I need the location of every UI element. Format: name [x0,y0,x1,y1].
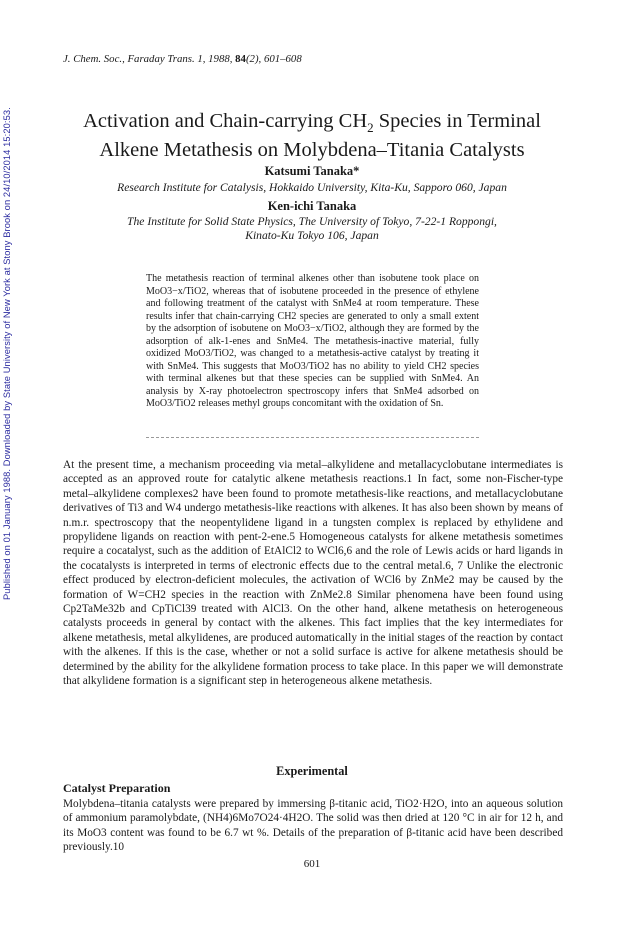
introduction-paragraph: At the present time, a mechanism proceeding via metal–alkylidene and metallacyclobutane intermediates is accepted as an approved route for catalytic alkene metathesis reactions.1 In fact, some non-Fischer-type metal–alkylidene complexes2 have been found to promote metathesis-like reactions, and metallacyclobutane derivatives of Ti3 and W4 undergo metathesis-like reactions with alkenes. It has also been shown by means of n.m.r. spectroscopy that the neopentylidene ligand in a tungsten complex is replaced by ethylidene and propylidene ligands on reaction with pent-2-ene.5 Homogeneous catalysts for alkene metathesis sometimes require a cocatalyst, such as the addition of EtAlCl2 to WCl6,6 and the role of Lewis acids or hard ligands in the cocatalysts is interpreted in terms of electronic effects due to the central metal.6, 7 Unlike the electronic effect produced by electron-deficient molecules, the activation of WCl6 by ZnMe2 may be caused by the formation of W=CH2 species in the reaction with ZnMe2.8 Similar phenomena have been found using Cp2TaMe32b and CpTiCl39 treated with AlCl3. On the other hand, alkene metathesis on heterogeneous catalysts proceeds in general by contact with the alkenes. This fact implies that the key intermediates for alkene metathesis, metal alkylidenes, are produced automatically in the initial stages of the reaction by contact with the alkenes. If this is the case, whether or not a solid surface is active for alkene metathesis should be determined by the ability for the alkylidene formation process to take place. In this paper we will demonstrate that alkylidene formation is a significant step in heterogeneous alkene metathesis. [63,459,563,688]
page-number: 601 [303,858,321,870]
divider [146,437,479,438]
abstract: The metathesis reaction of terminal alkenes other than isobutene took place on MoO3−x/TiO2, whereas that of isobutene proceeded in the presence of ethylene and following treatment of the catalyst with SnMe4 at room temperature. These results infer that chain-carrying CH2 species are generated to only a small extent by the adsorption of isobutene on MoO3−x/TiO2, although they are formed by the adsorption of alk-1-enes and SnMe4. The metathesis-inactive material, fully oxidized MoO3/TiO2, was changed to a metathesis-active catalyst by treating it with SnMe4. This suggests that MoO3/TiO2 has no ability to yield CH2 species with terminal alkenes but that these species can be supplied with SnMe4. An analysis by X-ray photoelectron spectroscopy infers that SnMe4 adsorbed on MoO3/TiO2 releases methyl groups concomitant with the oxidation of Sn. [146,273,479,409]
section-heading: Experimental [276,764,348,778]
journal-name: J. Chem. Soc., Faraday Trans. 1, [63,53,206,65]
subsection-heading: Catalyst Preparation [63,781,171,795]
article-title [60,110,564,162]
title-line-2: Alkene Metathesis on Molybdena–Titania Catalysts [99,139,525,162]
author-name: Ken-ichi Tanaka [267,199,357,213]
journal-issue-pages: (2), 601–608 [245,53,302,65]
author-name: Katsumi Tanaka* [264,164,360,178]
author-affiliation: Kinato-Ku Tokyo 106, Japan [245,229,379,242]
title-line-1: Activation and Chain-carrying $CH_2$ Species in Terminal [83,110,541,136]
journal-year: 1988, [208,53,233,65]
journal-citation [63,53,302,65]
author-affiliation: The Institute for Solid State Physics, The University of Tokyo, 7-22-1 Roppongi, [127,215,497,228]
author-affiliation: Research Institute for Catalysis, Hokkaido University, Kita-Ku, Sapporo 060, Japan [117,181,507,194]
journal-volume: 84 [235,53,246,65]
preparation-paragraph: Molybdena–titania catalysts were prepared by immersing β-titanic acid, TiO2·H2O, into an aqueous solution of ammonium paramolybdate, (NH4)6Mo7O24·4H2O. The solid was then dried at 120 °C in air for 12 h, and its MoO3 content was found to be 6.7 wt %. Details of the preparation of β-titanic acid have been described previously.10 [63,798,563,854]
download-note: Published on 01 January 1988. Downloaded by State University of New York at Stony Brook on 24/10/2014 15:20:53. [2,107,12,600]
